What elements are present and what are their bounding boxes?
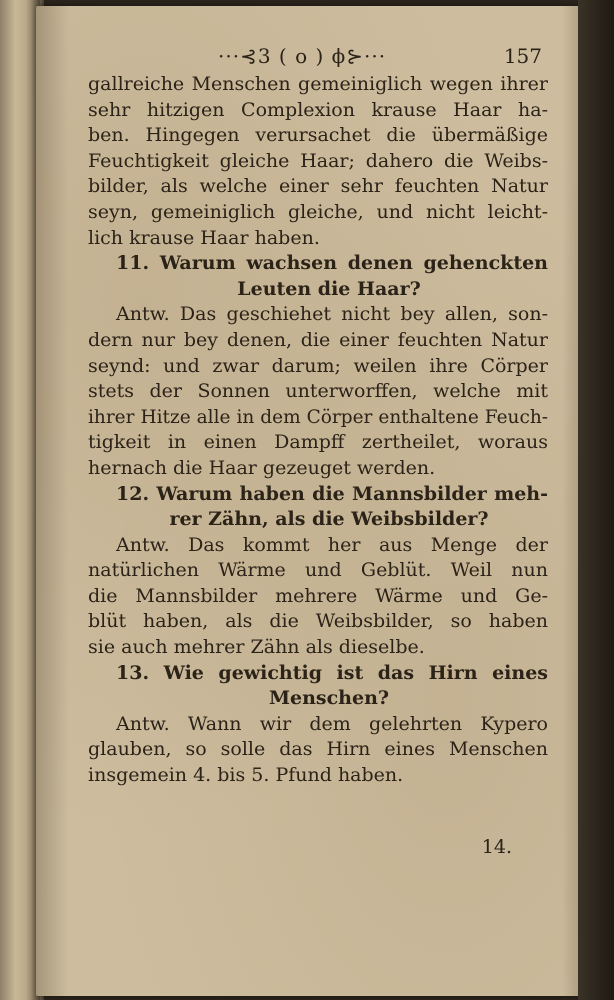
text-line: seyn, gemeiniglich gleiche, und nicht leicht- [88, 200, 548, 223]
question-heading: 12. Warum haben die Mannsbilder meh- [116, 482, 548, 505]
text-line: stets der Sonnen unterworffen, welche mit [88, 380, 548, 403]
text-line: Feuchtigkeit gleiche Haar; dahero die Weibs- [88, 149, 548, 172]
text-line: hernach die Haar gezeuget werden. [88, 456, 436, 479]
text-line: lich krause Haar haben. [88, 226, 320, 249]
question-heading-continuation: Menschen? [268, 687, 390, 710]
text-line: sehr hitzigen Complexion krause Haar ha- [88, 98, 548, 121]
question-heading-continuation: Leuten die Haar? [237, 277, 421, 300]
question-heading-continuation: rer Zähn, als die Weibsbilder? [169, 508, 489, 531]
book-edge [578, 0, 614, 1000]
text-line: die Mannsbilder mehrere Wärme und Ge- [88, 584, 548, 607]
page-number: 157 [503, 44, 542, 68]
answer-line: Antw. Das geschiehet nicht bey allen, son- [116, 303, 548, 326]
text-line: gallreiche Menschen gemeiniglich wegen ihrer [88, 73, 548, 95]
text-line: ben. Hingegen verursachet die übermäßige [88, 124, 548, 147]
printed-text-block [88, 40, 548, 860]
question-heading: 11. Warum wachsen denen gehenckten [116, 252, 548, 275]
text-line: tigkeit in einen Dampff zertheilet, woraus [88, 431, 548, 454]
text-line: seynd: und zwar darum; weilen ihre Cörper [88, 354, 548, 377]
text-line: sie auch mehrer Zähn als dieselbe. [88, 636, 425, 659]
text-line: dern nur bey denen, die einer feuchten Natur [88, 328, 548, 351]
text-line: bilder, als welche einer sehr feuchten Natur [88, 175, 548, 198]
text-line: insgemein 4. bis 5. Pfund haben. [88, 764, 404, 787]
header-ornament: ···⊰3 ( o ) ϕ⊱··· [218, 44, 387, 68]
question-heading: 13. Wie gewichtig ist das Hirn eines [116, 661, 548, 684]
text-line: blüt haben, als die Weibsbilder, so haben [88, 610, 548, 633]
text-line: glauben, so solle das Hirn eines Menschen [88, 738, 548, 761]
running-head [88, 40, 548, 72]
answer-line: Antw. Das kommt her aus Menge der [116, 533, 548, 556]
body-text [88, 72, 548, 789]
text-line: ihrer Hitze alle in dem Cörper enthaltene Feuch- [88, 406, 548, 428]
text-line: natürlichen Wärme und Geblüt. Weil nun [88, 559, 548, 582]
catchword: 14. [481, 836, 512, 858]
answer-line: Antw. Wann wir dem gelehrten Kypero [116, 712, 548, 735]
